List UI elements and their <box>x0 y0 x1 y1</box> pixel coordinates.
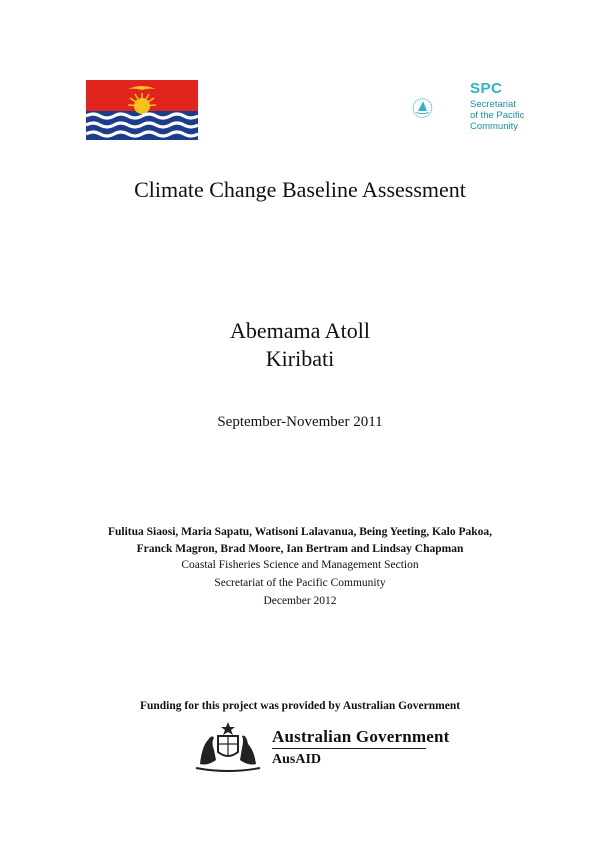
country-name: Kiribati <box>265 346 335 371</box>
atoll-name: Abemama Atoll <box>230 318 370 343</box>
authors <box>60 524 540 558</box>
spc-logo-icon <box>412 80 468 136</box>
spc-name-line1: Secretariat <box>470 99 516 110</box>
spc-name-line2: of the Pacific <box>470 110 525 121</box>
spc-name-line3: Community <box>470 121 519 132</box>
gov-subtitle: AusAID <box>272 752 322 767</box>
publication-date: December 2012 <box>263 595 337 607</box>
gov-divider <box>272 748 426 749</box>
funding-statement: Funding for this project was provided by Australian Government <box>139 700 461 712</box>
document-title: Climate Change Baseline Assessment <box>134 177 466 202</box>
coat-of-arms-icon <box>192 720 264 772</box>
authors-line-2: Franck Magron, Brad Moore, Ian Bertram and Lindsay Chapman <box>136 543 464 555</box>
assessment-period: September-November 2011 <box>217 414 383 430</box>
section-name: Coastal Fisheries Science and Management Section <box>181 559 419 571</box>
spc-abbr: SPC <box>470 80 503 97</box>
organisation-name: Secretariat of the Pacific Community <box>214 577 386 589</box>
kiribati-flag-icon <box>86 80 198 140</box>
authors-line-1: Fulitua Siaosi, Maria Sapatu, Watisoni Lalavanua, Being Yeeting, Kalo Pakoa, <box>107 526 493 538</box>
gov-title: Australian Government <box>272 727 450 746</box>
